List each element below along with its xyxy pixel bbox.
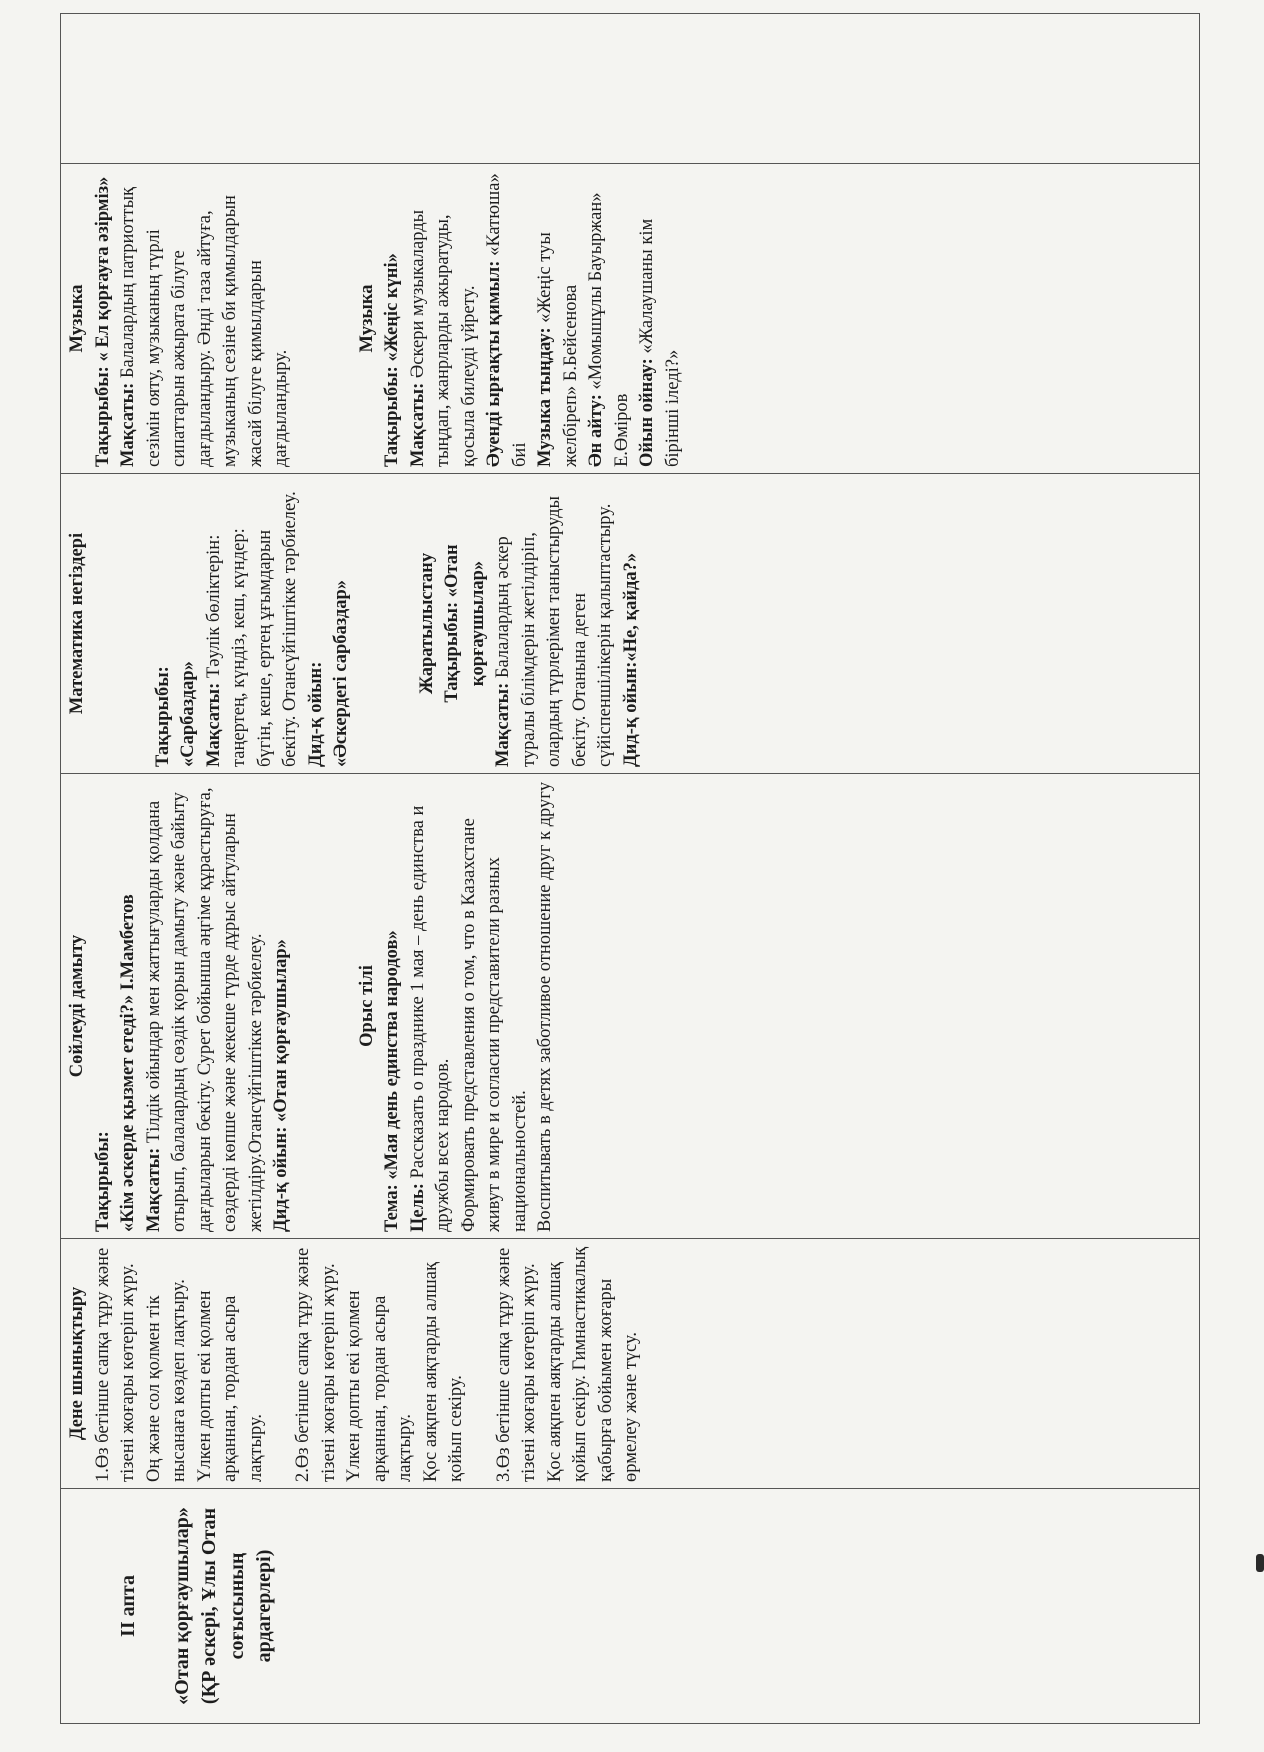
math-topic-label: Тақырыбы: [152, 666, 173, 767]
table-row [61, 14, 1200, 1724]
week-title: ІІ апта [117, 1575, 139, 1637]
math-game: «Әскердегі сарбаздар» [331, 579, 352, 767]
play-label: Ойын ойнау: [637, 358, 658, 467]
pe-line: Оң және сол қолмен тік нысанаға көздеп лақтыру. Үлкен допты екі қолмен арқаннан, тордан асыра лақтыру. [143, 1279, 266, 1482]
pe-line: 3.Өз бетінше сапқа тұру және тізені жоғары көтеріп жүру. [493, 1247, 540, 1482]
speech-heading: Сөйлеуді дамыту [67, 934, 87, 1078]
speech-goal: Тілдік ойындар мен жаттығуларды қолдана отырып, балалардың сөздік қорын дамыту және байыту дағдыларын бекіту. Сурет бойынша әңгіме құрастыруға, сөздерді көпше және жекеше түрде дұрыс айтуларын жетілдіру.Отансүйгіштікке тәрбиелеу. [143, 787, 266, 1232]
music-heading: Музыка [67, 284, 87, 353]
pe-line: Қос аяқпен аяқтарды алшақ қойып секіру. Гимнастикалық қабырға бойымен жоғары өрмелеу және түсу. [544, 1246, 642, 1482]
math-topic: «Сарбаздар» [178, 661, 199, 767]
play-value: «Жалаушаны кім бірінші іледі?» [637, 218, 683, 467]
russian-topic: «Мая день единства народов» [382, 930, 403, 1180]
music-topic2: «Жеңіс күні» [382, 253, 403, 362]
speech-cell [61, 774, 1200, 1239]
week-theme: «Отан қорғаушылар» (ҚР әскері, Ұлы Отан соғысының ардагерлері) [170, 1507, 276, 1705]
sing-value: «Момышұлы Бауыржан» Е.Өміров [586, 192, 632, 467]
music-topic: « Ел қорғауға әзірміз» [92, 176, 113, 362]
russian-goal: Воспитывать в детях заботливое отношение друг к другу [535, 781, 556, 1232]
music-goal2: Әскери музыкаларды тыңдап, жанрларды ажыратуды, қосыла билеуді үйрету. [407, 209, 479, 467]
empty-cell [61, 14, 1200, 164]
pe-cell [61, 1239, 1200, 1489]
listen-value: «Жеңіс туы желбіреп» Б.Бейсенова [535, 232, 581, 467]
rhythm-value: «Катюша» биі [484, 173, 530, 467]
math-heading: Математика негіздері [67, 532, 87, 715]
sing-label: Ән айту: [586, 394, 607, 467]
music-heading-2: Музыка [356, 284, 377, 353]
speech-topic-label: Тақырыбы: [92, 1131, 113, 1232]
pe-line: Қос аяқпен аяқтарды алшақ қойып секіру. [420, 1262, 467, 1482]
music-topic-label: Тақырыбы: [92, 366, 113, 467]
math-game-label: Дид-қ ойын: [305, 661, 326, 767]
pe-line: Үлкен допты екі қолмен арқаннан, тордан асыра лақтыру. [344, 1290, 416, 1482]
pe-line: 2.Өз бетінше сапқа тұру және тізені жоғары көтеріп жүру. [293, 1247, 339, 1482]
listen-label: Музыка тыңдау: [535, 327, 556, 467]
nature-goal-label: Мақсаты: [493, 682, 514, 767]
week-cell [61, 1489, 1200, 1724]
music-goal2-label: Мақсаты: [407, 382, 428, 467]
math-cell [61, 474, 1200, 774]
nature-topic: «Отан қорғаушылар» [442, 544, 488, 687]
scan-mark [1256, 1554, 1264, 1572]
nature-heading: Жаратылыстану [416, 552, 437, 695]
russian-topic-label: Тема: [382, 1184, 403, 1232]
speech-game-label: Дид-қ ойын: [271, 1126, 292, 1232]
pe-heading: Дене шынықтыру [67, 1286, 87, 1441]
weekly-plan-table [60, 13, 1200, 1724]
russian-goal-label: Цель: [407, 1183, 428, 1232]
pe-line: 1.Өз бетінше сапқа тұру және тізені жоғары көтеріп жүру. [92, 1247, 139, 1482]
music-topic2-label: Тақырыбы: [382, 366, 403, 467]
math-goal: Тәулік бөліктерін: таңертең, күндіз, кеш, күндер: бүгін, кеше, ертең ұғымдарын бекіту. Отансүйгіштікке тәрбиелеу. [203, 491, 301, 767]
nature-topic-label: Тақырыбы: [442, 601, 463, 703]
nature-game-label: Дид-қ ойын: [620, 661, 641, 767]
music-cell [61, 164, 1200, 474]
math-goal-label: Мақсаты: [203, 682, 224, 767]
russian-goal: Формировать представления о том, что в Казахстане живут в мире и согласии представители разных национальностей. [458, 818, 530, 1232]
speech-game: «Отан қорғаушылар» [271, 939, 292, 1122]
nature-goal: Балалардың әскер туралы білімдерін жетілдіріп, олардың түрлерімен таныстыруды бекіту. Отанына деген сүйіспеншілікерін қалыптастыру. [493, 496, 616, 767]
rotated-table-frame [60, 24, 1200, 1724]
rotated-page [60, 24, 1200, 1724]
nature-game: «Не, қайда?» [620, 552, 641, 662]
music-goal: Балалардың патриоттық сезімін ояту, музыканың түрлі сипаттарын ажырата білуге дағдыландыру. Әнді таза айтуға, музыканың сезіне би қимылдарын жасай білуге қимылдарын дағдыландыру. [118, 186, 292, 467]
russian-heading: Орыс тілі [356, 965, 377, 1047]
speech-goal-label: Мақсаты: [143, 1147, 164, 1232]
russian-goal: Рассказать о празднике 1 мая – день единства и дружбы всех народов. [407, 805, 454, 1232]
speech-topic: «Кім әскерде қызмет етеді?» І.Мамбетов [118, 894, 139, 1232]
music-goal-label: Мақсаты: [118, 382, 139, 467]
rhythm-label: Әуенді ырғақты қимыл: [484, 260, 505, 467]
